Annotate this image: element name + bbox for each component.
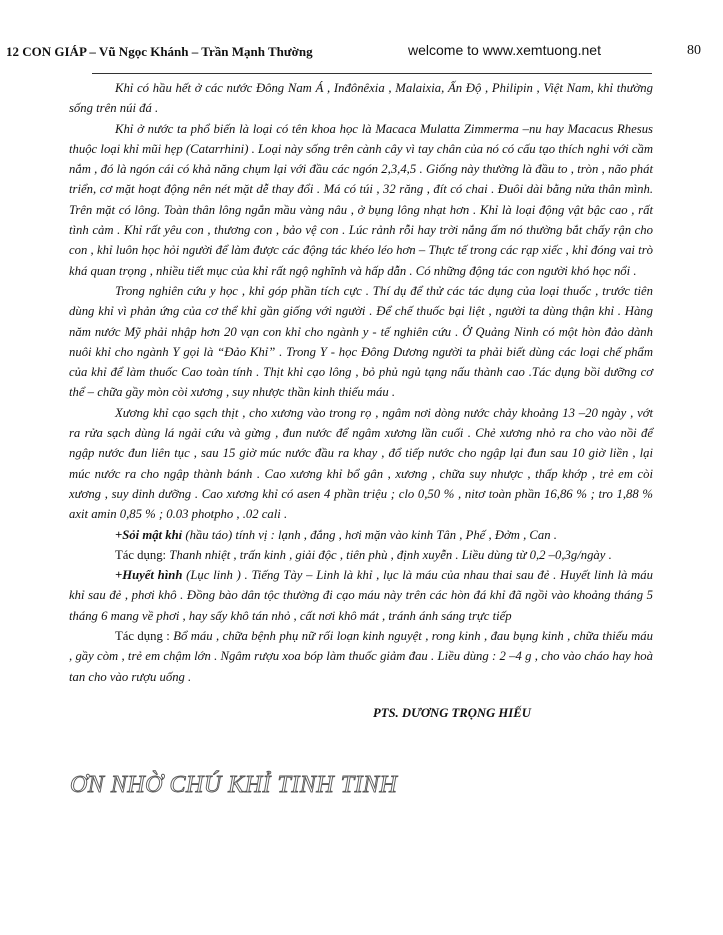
paragraph-gallstone [69, 525, 653, 545]
article-body [69, 78, 653, 723]
blood-effects-text: Bổ máu , chữa bệnh phụ nữ rối loạn kinh nguyệt , rong kinh , đau bụng kinh , chữa thiếu máu , gầy còm , trẻ em chậm lớn . Ngâm rượu xoa bóp làm thuốc giảm đau . Liều dùng : 2 –4 g , cho vào cháo hay hoà tan cho vào rượu uống . [69, 629, 653, 684]
paragraph-medical-research: Trong nghiên cứu y học , khỉ góp phần tích cực . Thí dụ để thử các tác dụng của loại thuốc , trước tiên dùng khỉ vì phản ứng của cơ thể khỉ gần giống với người . Để chế thuốc bại liệt , người ta dùng thận khỉ . Hàng năm nước Mỹ phải nhập hơn 20 vạn con khỉ cho ngành y - tế nghiên cứu . Ở Quảng Ninh có một hòn đảo dành nuôi khỉ cho ngành Y gọi là “Đảo Khỉ” . Trong Y - học Đông Dương người ta phải biết dùng các loại chế phẩm của khỉ để làm thuốc Cao toàn tính . Thịt khỉ cạo lông , bỏ phủ ngủ tạng nấu thành cao .Tác dụng bồi dưỡng cơ thể – chữa gầy mòn còi xương , suy nhược thần kinh thiếu máu . [69, 283, 653, 400]
book-title: 12 CON GIÁP – Vũ Ngọc Khánh – Trần Mạnh Thường [6, 44, 313, 59]
author-signature: PTS. DƯƠNG TRỌNG HIẾU [373, 705, 531, 720]
paragraph-description: Khỉ ở nước ta phổ biến là loại có tên khoa học là Macaca Mulatta Zimmerma –nu hay Macacus Rhesus thuộc loại khỉ mũi hẹp (Catarrhini) . Loại này sống trên cành cây vì tay chân của nó có cấu tạo thích nghi với cầm nắm , đó là ngón cái có khả năng chụm lại với đầu các ngón 2,3,4,5 . Giống này thường là đầu to , tròn , não phát triển, cơ mặt hoạt động nên nét mặt dễ thay đổi . Má có túi , 32 răng , đít có chai . Đuôi dài bằng nửa thân mình. Trên mặt có lông. Toàn thân lông ngắn mầu vàng nâu , ở bụng lông nhạt hơn . Khỉ là loại động vật bậc cao , rất tình cảm . Khỉ rất yêu con , thương con , bảo vệ con . Lúc rảnh rỗi hay trời nắng ấm nó thường bắt chấy rận cho con , khỉ luôn học hỏi người để làm được các động tác khéo léo hơn – Thực tế trong các rạp xiếc , khỉ đóng vai trò khá quan trọng , nhiều tiết mục của khỉ rất ngộ nghĩnh và hấp dẫn . Có những động tác con người khó học nổi . [69, 121, 653, 278]
page-header [0, 40, 723, 64]
effects-text: Thanh nhiệt , trấn kinh , giải độc , tiên phù , định xuyễn . Liều dùng từ 0,2 –0,3g/ngày . [166, 547, 612, 562]
paragraph-gallstone-effects [69, 545, 653, 565]
website-link[interactable]: welcome to www.xemtuong.net [408, 42, 601, 58]
blood-text: (Lục linh ) . Tiếng Tày – Linh là khỉ , lục là máu của nhau thai sau đẻ . Huyết linh là máu khỉ sau đẻ , phơi khô . Đồng bào dân tộc thường đi cạo máu này trên các hòn đá khỉ đã ngồi vào khoảng tháng 5 tháng 6 mang về phơi , hay sấy khô tán nhỏ , cất nơi khô mát , tránh ánh sáng trực tiếp [69, 568, 653, 623]
paragraph-blood-effects [69, 626, 653, 687]
page-number: 80 [687, 43, 701, 58]
header-divider [92, 73, 652, 74]
paragraph-distribution: Khỉ có hầu hết ở các nước Đông Nam Á , Inđônêxia , Malaixia, Ấn Độ , Philipin , Việt Nam, khỉ thường sống trên núi đá . [69, 81, 653, 116]
blood-term: +Huyết hình [115, 568, 183, 583]
blood-effects-label: Tác dụng : [115, 629, 170, 644]
paragraph-bone-extract: Xương khỉ cạo sạch thịt , cho xương vào trong rọ , ngâm nơi dòng nước chảy khoảng 13 –20 ngày , vớt ra rửa sạch dùng lá ngải cứu và gừng , đun nước để ngâm xương lần cuối . Chẻ xương nhỏ ra cho vào nồi để ngập nước đun liên tục , sau 15 giờ múc nước đầu ra khay , đổ tiếp nước cho ngập lại đun sau 10 giờ liền , lại múc nước ra cho ngập thành bánh . Cao xương khỉ bổ gân , xương , chữa suy nhược , thấp khớp , trẻ em còi xương , suy dinh dưỡng . Cao xương khỉ có asen 4 phần triệu ; clo 0,50 % , nitơ toàn phần 16,86 % ; tro 1,88 % axit amin 0,85 % ; 0.03 photpho , .02 cali . [69, 405, 653, 522]
gallstone-text: (hầu táo) tính vị : lạnh , đắng , hơi mặn vào kinh Tân , Phế , Đởm , Can . [182, 527, 557, 542]
effects-label: Tác dụng: [115, 547, 167, 562]
section-heading: ƠN NHỜ CHÚ KHỈ TINH TINH [70, 772, 398, 798]
gallstone-term: +Sỏi mật khỉ [115, 527, 183, 542]
paragraph-blood [69, 565, 653, 626]
